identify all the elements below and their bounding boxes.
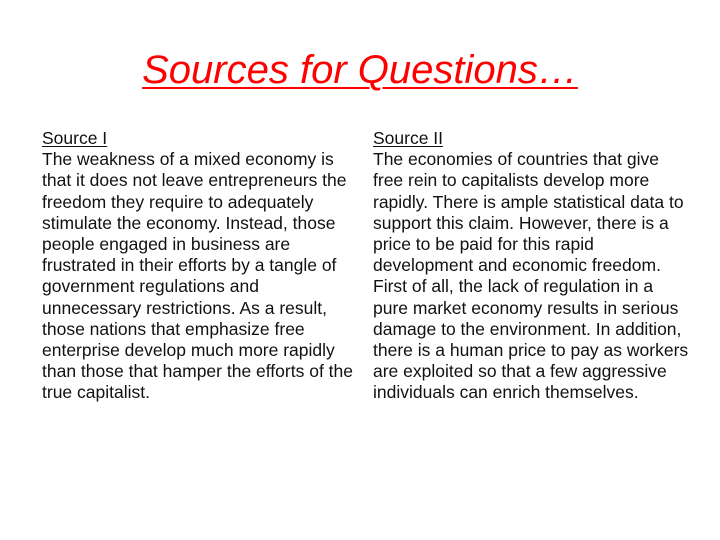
source-2-body: The economies of countries that give free rein to capitalists develop more rapidly. There is ample statistical data to support this claim. However, there is a price to be paid for this rapid development and economic freedom. First of all, the lack of regulation in a pure market economy results in serious damage to the environment. In addition, there is a human price to pay as workers are exploited so that a few aggressive individuals can enrich themselves.: [373, 149, 689, 403]
source-1-body: The weakness of a mixed economy is that it does not leave entrepreneurs the freedom they require to adequately stimulate the economy. Instead, those people engaged in business are frustrated in their efforts by a tangle of government regulations and unnecessary restrictions. As a result, those nations that emphasize free enterprise develop much more rapidly than those that hamper the efforts of the true capitalist.: [42, 149, 353, 403]
source-2-column: [373, 128, 691, 404]
slide-title: Sources for Questions…: [142, 48, 578, 92]
source-2-heading: Source II: [373, 128, 444, 148]
source-1-column: [42, 128, 354, 404]
source-1-heading: Source I: [42, 128, 108, 148]
